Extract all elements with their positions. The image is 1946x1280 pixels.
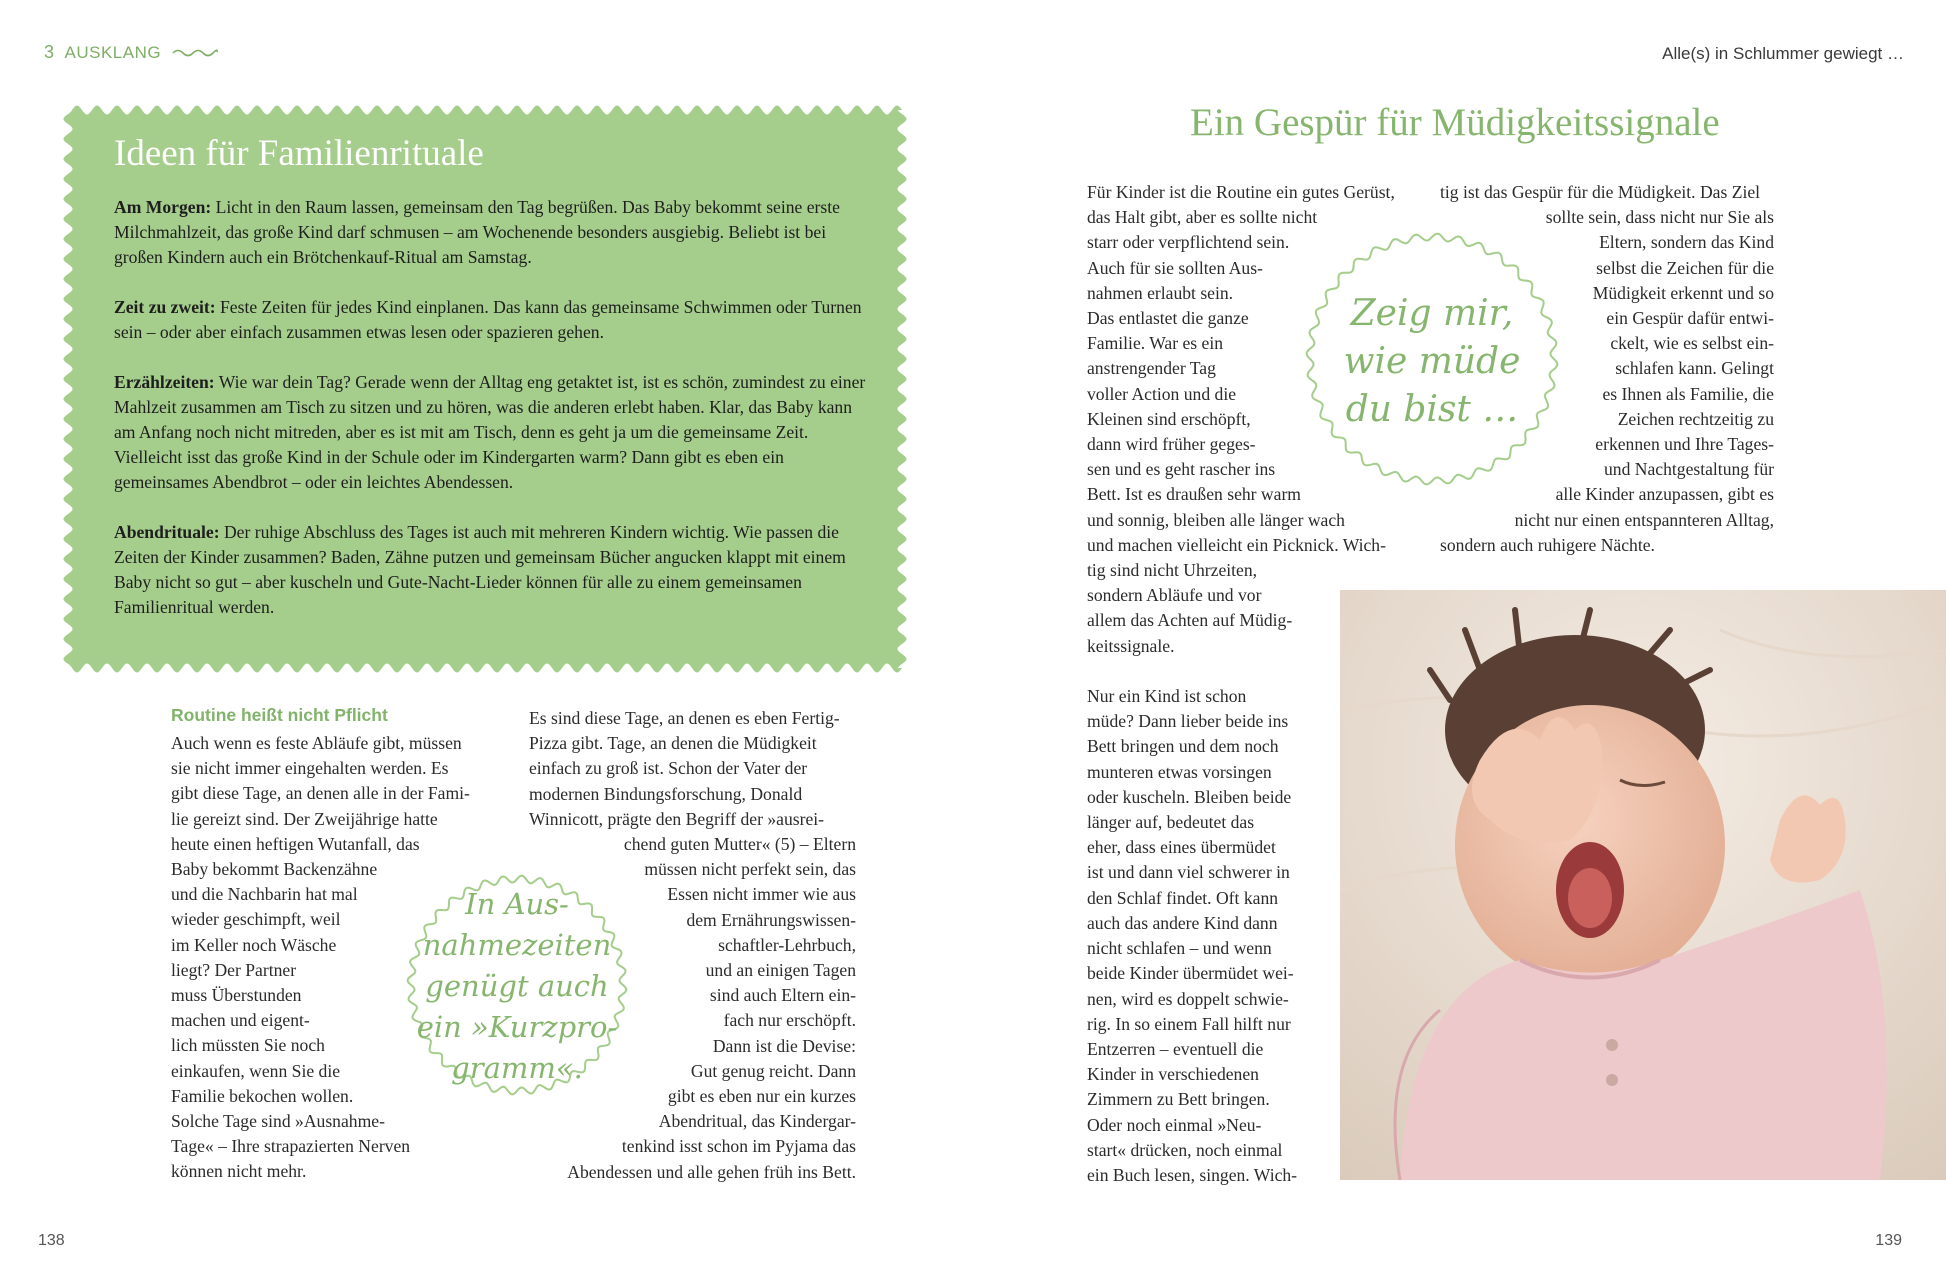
text-line: sondern auch ruhigere Nächte.	[1440, 534, 1655, 555]
text-line: einkaufen, wenn Sie die	[171, 1060, 341, 1081]
text-line: ein Gespür dafür entwi-	[1606, 308, 1774, 329]
text-line: Tage« – Ihre strapazierten Nerven	[171, 1136, 411, 1157]
text-line: tenkind isst schon im Pyjama das	[621, 1136, 856, 1157]
text-line: Essen nicht immer wie aus	[667, 884, 856, 905]
rituals-box	[62, 104, 908, 674]
quote-line: genügt auch	[425, 969, 609, 1003]
quote-line: wie müde	[1343, 341, 1521, 382]
yawning-baby-photo	[1340, 590, 1946, 1180]
text-line: munteren etwas vorsingen	[1087, 761, 1272, 782]
text-line: nicht nur einen entspannteren Alltag,	[1514, 509, 1774, 530]
text-line: schaftler-Lehrbuch,	[718, 934, 856, 955]
text-line: Familie. War es ein	[1087, 333, 1224, 354]
text-line: Baby bekommt Backenzähne	[171, 859, 378, 880]
text-line: lich müssten Sie noch	[171, 1035, 325, 1056]
text-line: auch das andere Kind dann	[1087, 912, 1278, 933]
text-line: sie nicht immer eingehalten werden. Es	[171, 758, 449, 779]
text-line: und an einigen Tagen	[705, 960, 856, 981]
chapter-label: AUSKLANG	[64, 42, 162, 62]
text-line: schlafen kann. Gelingt	[1615, 358, 1774, 379]
text-line: nicht schlafen – und wenn	[1087, 938, 1272, 959]
text-line: und sonnig, bleiben alle länger wach	[1087, 509, 1345, 530]
text-line: Oder noch einmal »Neu-	[1087, 1114, 1262, 1135]
text-line: start« drücken, noch einmal	[1087, 1139, 1283, 1160]
text-line: gibt diese Tage, an denen alle in der Fami-	[171, 783, 470, 804]
text-line: Solche Tage sind »Ausnahme-	[171, 1111, 385, 1132]
text-line: lie gereizt sind. Der Zweijährige hatte	[171, 808, 438, 829]
text-line: sollte sein, dass nicht nur Sie als	[1545, 207, 1774, 228]
text-line: und machen vielleicht ein Picknick. Wich-	[1087, 534, 1386, 555]
text-line: allem das Achten auf Müdig-	[1087, 610, 1293, 631]
section-subhead: Routine heißt nicht Pflicht	[171, 705, 388, 725]
wave-ornament-icon	[171, 47, 219, 59]
quote-line: du bist …	[1345, 389, 1519, 430]
text-line: und Nachtgestaltung für	[1603, 459, 1774, 480]
text-line: können nicht mehr.	[171, 1161, 307, 1182]
text-line: im Keller noch Wäsche	[171, 934, 337, 955]
text-line: Gut genug reicht. Dann	[690, 1060, 856, 1081]
text-line: voller Action und die	[1087, 383, 1237, 404]
text-line: Bett bringen und dem noch	[1087, 736, 1279, 757]
page-number-right: 139	[1875, 1232, 1902, 1249]
text-line: ckelt, wie es selbst ein-	[1610, 333, 1774, 354]
text-line: erkennen und Ihre Tages-	[1595, 434, 1774, 455]
quote-line: Zeig mir,	[1350, 293, 1514, 334]
text-line: nahmen erlaubt sein.	[1087, 282, 1234, 303]
chapter-header	[44, 42, 219, 63]
text-line: Kleinen sind erschöpft,	[1087, 408, 1251, 429]
box-title: Ideen für Familienrituale	[114, 133, 484, 174]
text-line: sen und es geht rascher ins	[1087, 459, 1276, 480]
text-line: ein Buch lesen, singen. Wich-	[1087, 1164, 1298, 1185]
text-line: müssen nicht perfekt sein, das	[644, 859, 856, 880]
text-line: Für Kinder ist die Routine ein gutes Gerüst,	[1087, 182, 1395, 202]
text-line: Bett. Ist es draußen sehr warm	[1087, 484, 1301, 505]
text-line: Abendritual, das Kindergar-	[658, 1111, 856, 1132]
text-line: Kinder in verschiedenen	[1087, 1064, 1259, 1085]
text-line: liegt? Der Partner	[171, 959, 297, 980]
quote-line: In Aus-	[465, 887, 569, 921]
text-line: muss Überstunden	[171, 985, 302, 1006]
text-line: Eltern, sondern das Kind	[1599, 232, 1774, 253]
box-paragraph: Erzählzeiten: Wie war dein Tag? Gerade wenn der Alltag eng getaktet ist, ist es schön, zumindest zu einer Mahlzeit zusammen am Tisch zu sitzen und zu hören, was die anderen erlebt haben. Klar, das Baby kann am Anfang noch nicht mitreden, aber es ist mit am Tisch, denn es geht ja um die gemeinsame Zeit. Vielleicht isst das große Kind in der Schule oder im Kindergarten warm? Dann gibt es eben ein gemeinsames Abendbrot – oder ein leichtes Abendessen.	[114, 372, 866, 492]
text-line: Entzerren – eventuell die	[1087, 1038, 1264, 1059]
quote-line: ein »Kurzpro-	[416, 1010, 618, 1044]
text-line: keitssignale.	[1087, 635, 1175, 656]
text-line: machen und eigent-	[171, 1010, 310, 1031]
text-line: tig sind nicht Uhrzeiten,	[1087, 560, 1258, 581]
text-line: sind auch Eltern ein-	[709, 985, 856, 1006]
pull-quote-left	[392, 884, 642, 1089]
box-paragraph: Am Morgen: Licht in den Raum lassen, gemeinsam den Tag begrüßen. Das Baby bekommt seine erste Milchmahlzeit, das große Kind darf schmusen – am Wochenende besonders ausgiebig. Beliebt ist bei großen Kindern auch ein Brötchenkauf-Ritual am Samstag.	[114, 197, 840, 267]
text-line: müde? Dann lieber beide ins	[1087, 711, 1289, 732]
text-line: eher, dass eines übermüdet	[1087, 837, 1276, 858]
text-line: gibt es eben nur ein kurzes	[667, 1086, 856, 1107]
text-line: Zimmern zu Bett bringen.	[1087, 1089, 1270, 1110]
text-line: Zeichen rechtzeitig zu	[1617, 408, 1774, 429]
text-line: einfach zu groß ist. Schon der Vater der	[529, 758, 808, 779]
text-line: dem Ernährungswissen-	[686, 909, 856, 930]
section-title: Ein Gespür für Müdigkeitssignale	[1190, 101, 1720, 144]
text-line: das Halt gibt, aber es sollte nicht	[1087, 207, 1318, 228]
text-line: anstrengender Tag	[1087, 358, 1216, 379]
text-line: sondern Abläufe und vor	[1087, 585, 1262, 606]
text-line: Müdigkeit erkennt und so	[1592, 282, 1774, 303]
text-line: Abendessen und alle gehen früh ins Bett.	[567, 1161, 856, 1182]
text-line: es Ihnen als Familie, die	[1602, 383, 1774, 404]
text-line: länger auf, bedeutet das	[1087, 812, 1255, 833]
box-paragraph: Zeit zu zweit: Feste Zeiten für jedes Kind einplanen. Das kann das gemeinsame Schwimmen oder Turnen sein – oder aber einfach zusammen etwas lesen oder spazieren gehen.	[114, 297, 862, 342]
text-line: nen, wird es doppelt schwie-	[1087, 988, 1289, 1009]
text-line: fach nur erschöpft.	[723, 1010, 856, 1031]
text-line: den Schlaf findet. Oft kann	[1087, 887, 1279, 908]
box-paragraph: Abendrituale: Der ruhige Abschluss des Tages ist auch mit mehreren Kindern wichtig. Wie passen die Zeiten der Kinder zusammen? Baden, Zähne putzen und gemeinsam Bücher angucken klappt mit einem Baby nicht so gut – aber kuscheln und Gute-Nacht-Lieder können für alle zu einem gemeinsamen Familienritual werden.	[114, 522, 846, 617]
text-line: Es sind diese Tage, an denen es eben Fertig-	[529, 708, 840, 728]
text-line: Auch wenn es feste Abläufe gibt, müssen	[171, 733, 462, 753]
text-line: chend guten Mutter« (5) – Eltern	[623, 834, 856, 855]
text-line: rig. In so einem Fall hilft nur	[1087, 1013, 1291, 1034]
text-line: oder kuscheln. Bleiben beide	[1087, 786, 1292, 807]
text-line: Nur ein Kind ist schon	[1087, 686, 1247, 707]
text-line: alle Kinder anzupassen, gibt es	[1555, 484, 1774, 505]
quote-line: nahmezeiten	[422, 928, 612, 962]
page-number-left: 138	[38, 1232, 65, 1249]
text-line: Dann ist die Devise:	[712, 1035, 856, 1056]
text-line: Das entlastet die ganze	[1087, 308, 1249, 329]
text-line: dann wird früher geges-	[1087, 434, 1256, 455]
text-line: beide Kinder übermüdet wei-	[1087, 963, 1294, 984]
text-line: tig ist das Gespür für die Müdigkeit. Das Ziel	[1440, 182, 1761, 202]
text-line: Pizza gibt. Tage, an denen die Müdigkeit	[529, 733, 817, 754]
text-line: und die Nachbarin hat mal	[171, 884, 358, 905]
chapter-number: 3	[44, 42, 55, 62]
text-line: Auch für sie sollten Aus-	[1087, 257, 1263, 278]
running-title: Alle(s) in Schlummer gewiegt …	[1662, 44, 1904, 63]
quote-line: gramm«.	[451, 1051, 583, 1085]
pull-quote-right	[1298, 290, 1566, 434]
text-line: selbst die Zeichen für die	[1596, 257, 1774, 278]
text-line: Familie bekochen wollen.	[171, 1085, 354, 1106]
text-line: ist und dann viel schwerer in	[1087, 862, 1290, 883]
text-line: starr oder verpflichtend sein.	[1087, 232, 1290, 253]
text-line: wieder geschimpft, weil	[171, 909, 341, 930]
text-line: Winnicott, prägte den Begriff der »ausrei-	[529, 808, 825, 829]
text-line: heute einen heftigen Wutanfall, das	[171, 833, 420, 854]
text-line: modernen Bindungsforschung, Donald	[529, 783, 803, 804]
baby-illustration	[1340, 590, 1946, 1180]
